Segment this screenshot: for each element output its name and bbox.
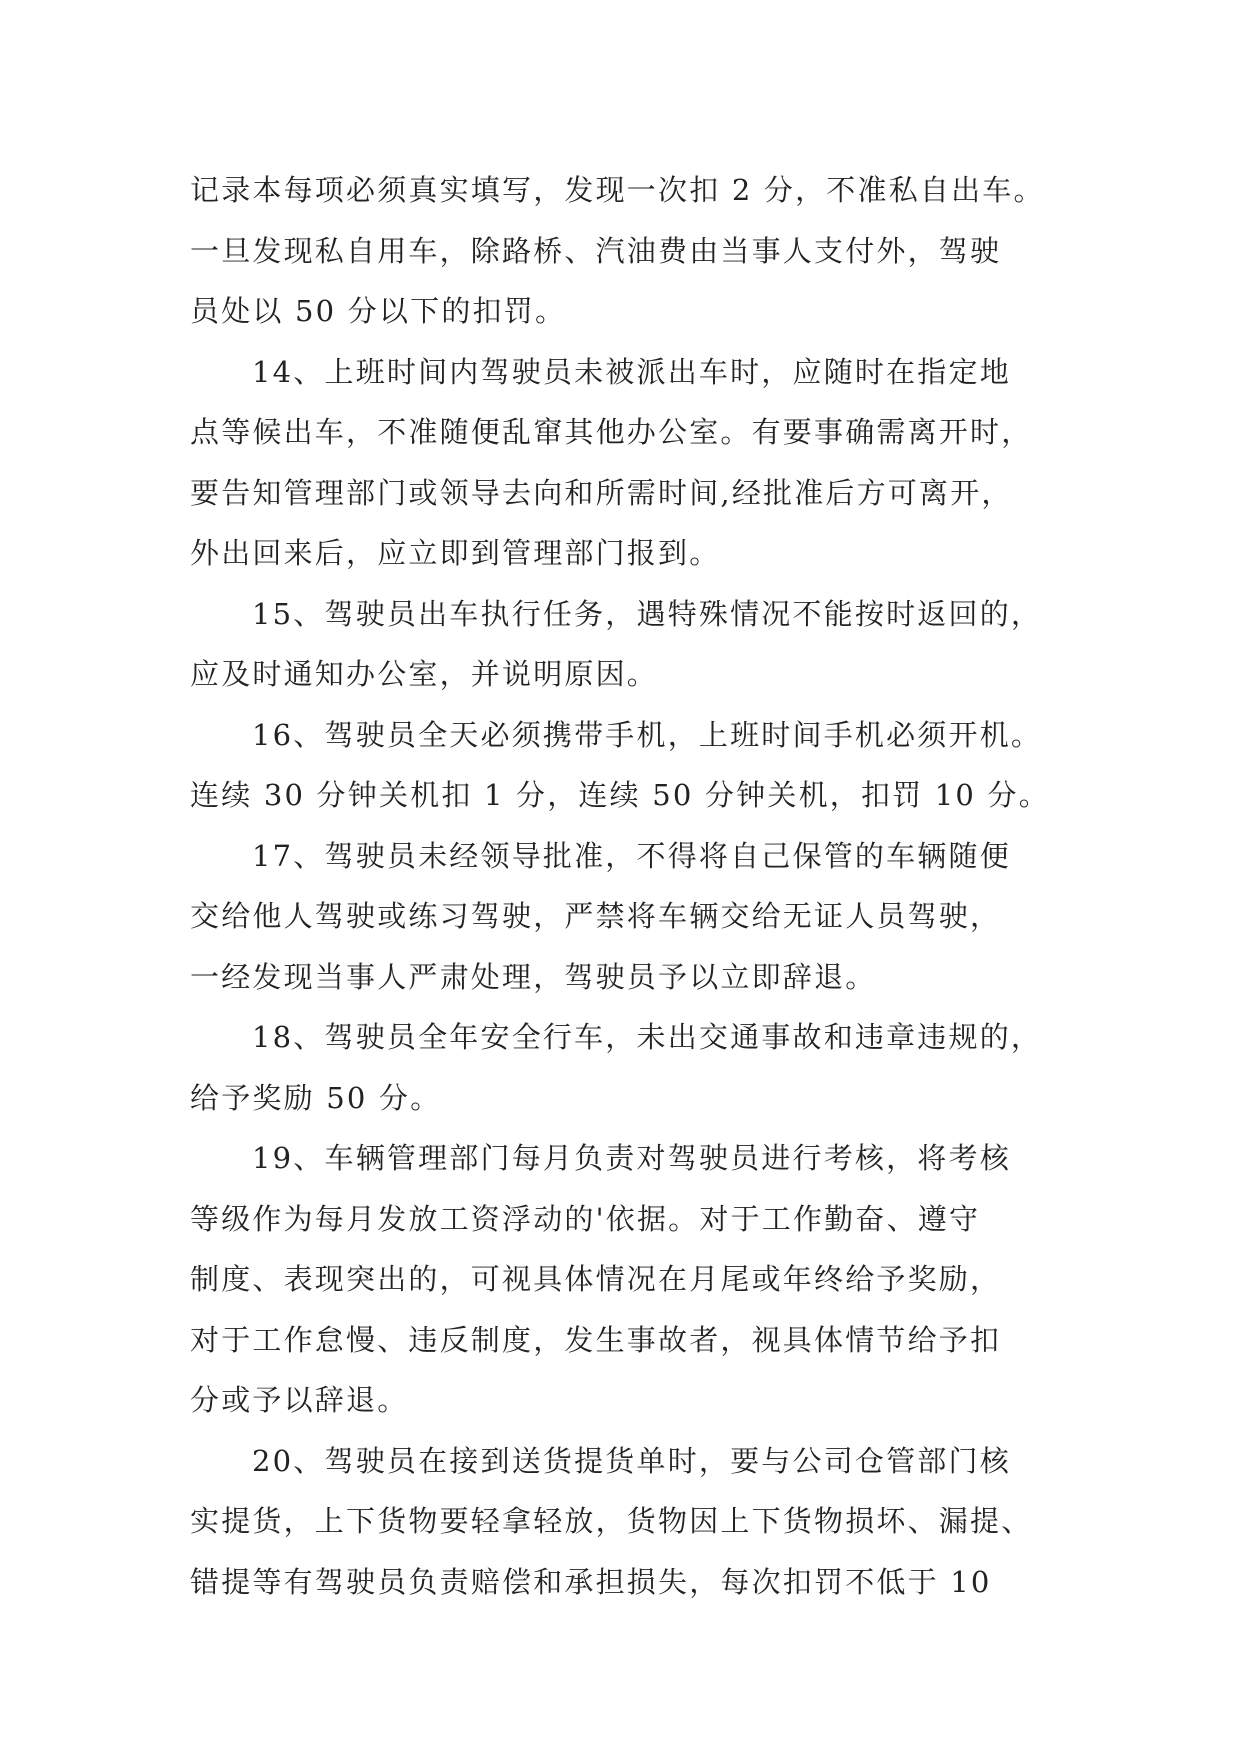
text-line: 分或予以辞退。 bbox=[190, 1383, 409, 1417]
paragraph-17-start: 17、驾驶员未经领导批准，不得将自己保管的车辆随便 bbox=[252, 838, 1011, 873]
text-line: 要告知管理部门或领导去向和所需时间,经批准后方可离开， bbox=[190, 475, 1013, 510]
text-line: 对于工作怠慢、违反制度，发生事故者，视具体情节给予扣 bbox=[190, 1322, 1002, 1357]
text-line: 等级作为每月发放工资浮动的'依据。对于工作勤奋、遵守 bbox=[190, 1201, 981, 1236]
text-line: 连续 30 分钟关机扣 1 分，连续 50 分钟关机，扣罚 10 分。 bbox=[190, 778, 1050, 812]
text-line: 应及时通知办公室，并说明原因。 bbox=[190, 657, 659, 691]
text-line: 外出回来后，应立即到管理部门报到。 bbox=[190, 536, 721, 570]
text-line: 一旦发现私自用车，除路桥、汽油费由当事人支付外，驾驶 bbox=[190, 233, 1002, 268]
paragraph-18-start: 18、驾驶员全年安全行车，未出交通事故和违章违规的， bbox=[252, 1020, 1043, 1054]
text-line: 制度、表现突出的，可视具体情况在月尾或年终给予奖励， bbox=[190, 1262, 1002, 1296]
text-line: 一经发现当事人严肃处理，驾驶员予以立即辞退。 bbox=[190, 959, 877, 994]
text-line: 点等候出车，不准随便乱窜其他办公室。有要事确需离开时， bbox=[190, 415, 1033, 449]
text-line: 给予奖励 50 分。 bbox=[190, 1080, 442, 1115]
document-body bbox=[190, 160, 1050, 1612]
text-line: 员处以 50 分以下的扣罚。 bbox=[190, 294, 567, 328]
paragraph-15-start: 15、驾驶员出车执行任务，遇特殊情况不能按时返回的， bbox=[252, 596, 1043, 631]
text-line: 实提货，上下货物要轻拿轻放，货物因上下货物损坏、漏提、 bbox=[190, 1504, 1033, 1538]
text-line: 交给他人驾驶或练习驾驶，严禁将车辆交给无证人员驾驶， bbox=[190, 899, 1002, 933]
text-line: 记录本每项必须真实填写，发现一次扣 2 分，不准私自出车。 bbox=[190, 173, 1045, 207]
text-line: 错提等有驾驶员负责赔偿和承担损失，每次扣罚不低于 10 bbox=[190, 1564, 992, 1599]
paragraph-19-start: 19、车辆管理部门每月负责对驾驶员进行考核，将考核 bbox=[252, 1141, 1011, 1175]
paragraph-20-start: 20、驾驶员在接到送货提货单时，要与公司仓管部门核 bbox=[252, 1443, 1011, 1478]
paragraph-16-start: 16、驾驶员全天必须携带手机，上班时间手机必须开机。 bbox=[252, 717, 1043, 752]
paragraph-14-start: 14、上班时间内驾驶员未被派出车时，应随时在指定地 bbox=[252, 354, 1011, 389]
